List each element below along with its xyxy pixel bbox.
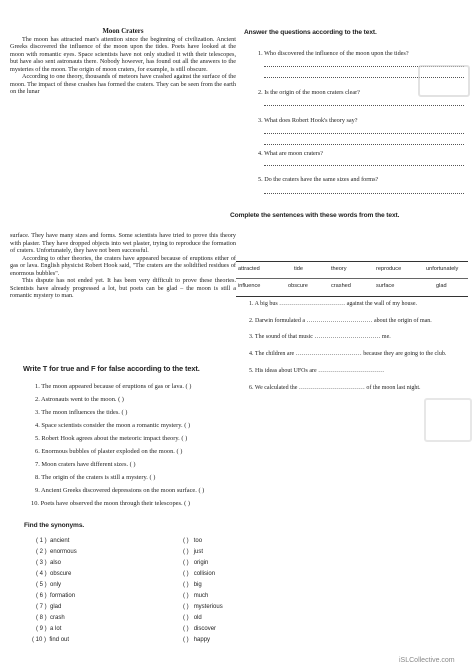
synonym-left-item: ( 5 ) only: [36, 582, 62, 588]
passage-paragraph: This dispute has not ended yet. It has been very difficult to prove these theories. Scientists have already progressed a lot, but poets can be glad – the moon is still a romantic mystery to man.: [10, 277, 236, 300]
questions-section: [244, 29, 472, 189]
completion-sentence: 3. The sound of that music …………………………… me.: [249, 334, 391, 340]
completion-sentence: 1. A big bus …………………………… against the wall of my house.: [249, 301, 417, 307]
word-bank-item: attracted: [238, 266, 260, 272]
reading-passage-continued: [10, 232, 236, 300]
word-bank-item: obscure: [288, 283, 308, 289]
word-bank-item: influence: [238, 283, 261, 289]
synonym-right-item[interactable]: ( ) collision: [183, 571, 216, 577]
faint-stamp-decoration: [424, 398, 472, 442]
word-bank-item: unfortunately: [426, 266, 459, 272]
word-bank-item: theory: [331, 266, 347, 272]
true-false-item: 2. Astronauts went to the moon. ( ): [35, 396, 124, 403]
synonym-left-item: ( 7 ) glad: [36, 604, 62, 610]
completion-sentence: 6. We calculated the …………………………… of the moon last night.: [249, 385, 421, 391]
passage-paragraph: According to one theory, thousands of meteors have crashed against the surface of the moon. The impact of these crashes has formed the craters. They can be seen from the earth on the lunar: [10, 73, 236, 96]
word-bank-item: tide: [294, 266, 304, 272]
watermark: iSLCollective.com: [399, 657, 455, 664]
question-item: 1. Who discovered the influence of the moon upon the tides?: [258, 50, 409, 57]
answer-line[interactable]: [264, 165, 464, 166]
true-false-item: 4. Space scientists consider the moon a romantic mystery. ( ): [35, 422, 191, 429]
question-item: 3. What does Robert Hook's theory say?: [258, 117, 358, 124]
completion-heading: Complete the sentences with these words from the text.: [230, 212, 400, 219]
word-bank-item: glad: [436, 283, 447, 289]
true-false-heading: Write T for true and F for false according to the text.: [23, 364, 200, 373]
answer-line[interactable]: [264, 105, 464, 106]
true-false-item: 8. The origin of the craters is still a mystery. ( ): [35, 474, 156, 481]
passage-paragraph: According to other theories, the craters have appeared because of eruptions either of gas or lava. English physicist Robert Hook said, "The craters are the solidified residues of enormous bubbles".: [10, 254, 236, 277]
true-false-item: 1. The moon appeared because of eruptions of gas or lava. ( ): [35, 383, 192, 390]
synonym-left-item: ( 1 ) ancient: [36, 538, 70, 544]
true-false-item: 5. Robert Hook agrees about the meteoric impact theory. ( ): [35, 435, 188, 442]
answer-line[interactable]: [264, 133, 464, 134]
true-false-item: 9. Ancient Greeks discovered depressions on the moon surface. ( ): [35, 487, 205, 494]
synonym-left-item: ( 10 ) find out: [32, 637, 70, 643]
synonym-left-item: ( 3 ) also: [36, 560, 62, 566]
reading-passage: [10, 28, 236, 96]
synonym-right-item[interactable]: ( ) much: [183, 593, 209, 599]
question-item: 5. Do the craters have the same sizes and forms?: [258, 176, 379, 183]
true-false-item: 10. Poets have observed the moon through their telescopes. ( ): [31, 500, 191, 507]
passage-paragraph: The moon has attracted man's attention since the beginning of civilization. Ancient Greeks discovered the influence of the moon upon the tides. Poets have looked at the moon with romantic eyes. Space scientists have not only studied it with their telescopes, but have also sent astronauts there. Nobody however, has found out all the answers to the mysteries of the moon. The origin of moon craters, for example, is still obscure.: [10, 35, 236, 73]
true-false-item: 6. Enormous bubbles of plaster exploded on the moon. ( ): [35, 448, 183, 455]
synonym-left-item: ( 6 ) formation: [36, 593, 76, 599]
question-item: 2. Is the origin of the moon craters clear?: [258, 89, 360, 96]
synonym-right-item[interactable]: ( ) big: [183, 582, 202, 588]
answer-line[interactable]: [264, 144, 464, 145]
synonym-right-item[interactable]: ( ) just: [183, 549, 204, 555]
faint-stamp-decoration: [418, 65, 470, 97]
synonyms-heading: Find the synonyms.: [24, 522, 85, 529]
synonym-right-item[interactable]: ( ) happy: [183, 637, 211, 643]
synonym-left-item: ( 9 ) a lot: [36, 626, 62, 632]
synonym-right-item[interactable]: ( ) origin: [183, 560, 209, 566]
word-bank-item: reproduce: [376, 266, 402, 272]
questions-heading: Answer the questions according to the text.: [244, 29, 377, 36]
synonym-left-item: ( 8 ) crash: [36, 615, 65, 621]
answer-line[interactable]: [264, 193, 464, 194]
synonym-right-item[interactable]: ( ) old: [183, 615, 202, 621]
synonym-right-item[interactable]: ( ) mysterious: [183, 604, 223, 610]
word-bank-item: surface: [376, 283, 395, 289]
true-false-item: 7. Moon craters have different sizes. ( ): [35, 461, 136, 468]
completion-sentence: 5. His ideas about UFOs are ……………………………: [249, 368, 385, 374]
completion-sentence: 4. The children are …………………………… because they are going to the club.: [249, 351, 447, 357]
synonym-right-item[interactable]: ( ) too: [183, 538, 203, 544]
passage-paragraph: surface. They have many sizes and forms. Some scientists have tried to prove this theory with plaster. They have dropped objects into wet plaster, trying to reproduce the formation of craters. Unfortunately, they have not been successful.: [10, 232, 236, 255]
word-bank-item: crashed: [331, 283, 351, 289]
word-bank-table: [236, 261, 468, 297]
true-false-item: 3. The moon influences the tides. ( ): [35, 409, 128, 416]
synonym-left-item: ( 4 ) obscure: [36, 571, 72, 577]
completion-sentence: 2. Darwin formulated a …………………………… about the origin of man.: [249, 318, 432, 324]
synonym-left-item: ( 2 ) enormous: [36, 549, 77, 555]
question-item: 4. What are moon craters?: [258, 150, 323, 157]
synonym-right-item[interactable]: ( ) discover: [183, 626, 217, 632]
passage-title: Moon Craters: [102, 28, 144, 35]
